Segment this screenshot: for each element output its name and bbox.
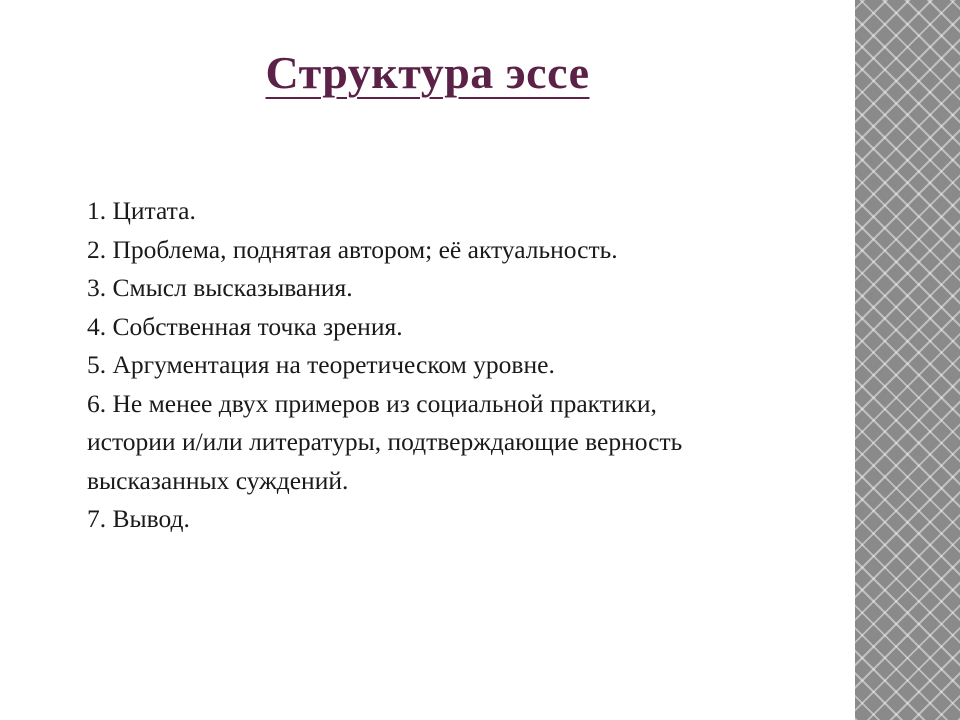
list-item-1: 1. Цитата. <box>87 196 196 225</box>
slide-title: Структура эссе <box>265 47 590 98</box>
list-item-6-line-1: 6. Не менее двух примеров из социальной практики, <box>87 388 657 418</box>
essay-structure-list <box>87 192 847 539</box>
slide-title-wrapper <box>0 46 855 99</box>
list-item-6-line-2: истории и/или литературы, подтверждающие верность <box>87 427 683 456</box>
list-item-3: 3. Смысл высказывания. <box>87 273 353 302</box>
list-item-4: 4. Собственная точка зрения. <box>87 311 403 341</box>
list-item-2: 2. Проблема, поднятая автором; её актуальность. <box>87 234 618 264</box>
list-item-5: 5. Аргументация на теоретическом уровне. <box>87 350 555 379</box>
list-item-7: 7. Вывод. <box>87 504 190 533</box>
list-item-6-line-3: высказанных суждений. <box>87 465 349 495</box>
decorative-side-pattern <box>855 0 960 720</box>
